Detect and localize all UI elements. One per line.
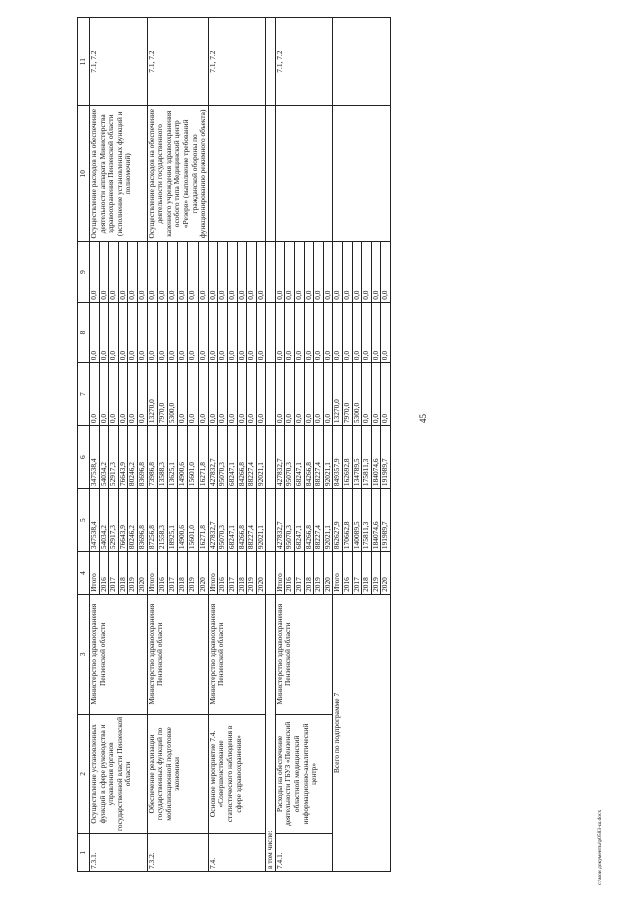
indicator-ref: 7.1, 7.2 — [147, 18, 208, 106]
amount-cell: 83696,8 — [137, 489, 147, 552]
year-cell: 2017 — [167, 552, 177, 595]
amount-cell: 0,0 — [90, 302, 100, 362]
amount-cell: 427832,7 — [208, 489, 218, 552]
amount-cell: 0,0 — [285, 363, 295, 426]
indicator-ref: 7.1, 7.2 — [208, 18, 266, 106]
amount-cell: 175811,3 — [362, 489, 372, 552]
expected-result — [275, 106, 333, 242]
amount-cell: 0,0 — [90, 242, 100, 302]
measure-name: Основное мероприятие 7.4. «Совершенствование статистического наблюдения в сфере здравоохранения» — [208, 714, 266, 834]
amount-cell: 7970,0 — [343, 363, 353, 426]
amount-cell: 0,0 — [371, 363, 381, 426]
amount-cell: 0,0 — [352, 242, 362, 302]
amount-cell: 0,0 — [256, 302, 266, 362]
amount-cell: 0,0 — [323, 363, 333, 426]
amount-cell: 849357,9 — [333, 426, 343, 489]
amount-cell: 184074,6 — [371, 426, 381, 489]
amount-cell: 0,0 — [218, 302, 228, 362]
program-table — [77, 17, 391, 872]
year-cell: 2019 — [314, 552, 324, 595]
year-cell: 2017 — [109, 552, 119, 595]
amount-cell: 92021,1 — [256, 426, 266, 489]
amount-cell: 0,0 — [109, 363, 119, 426]
amount-cell: 95070,3 — [218, 426, 228, 489]
year-cell: 2016 — [157, 552, 167, 595]
amount-cell: 15601,0 — [188, 426, 198, 489]
amount-cell: 0,0 — [371, 302, 381, 362]
amount-cell: 92021,1 — [323, 426, 333, 489]
amount-cell: 0,0 — [295, 363, 305, 426]
year-cell: 2019 — [247, 552, 257, 595]
amount-cell: 0,0 — [343, 302, 353, 362]
amount-cell: 73986,8 — [147, 426, 157, 489]
executor: Министерство здравоохранения Пензенской области — [90, 594, 148, 714]
amount-cell: 0,0 — [109, 242, 119, 302]
year-cell: 2017 — [227, 552, 237, 595]
table-row — [147, 18, 157, 872]
year-cell: 2020 — [198, 552, 208, 595]
amount-cell: 95070,3 — [285, 426, 295, 489]
amount-cell: 0,0 — [178, 242, 188, 302]
amount-cell: 95070,3 — [218, 489, 228, 552]
amount-cell: 88227,4 — [314, 426, 324, 489]
year-cell: 2017 — [295, 552, 305, 595]
amount-cell: 0,0 — [218, 363, 228, 426]
empty-cell — [333, 106, 391, 242]
amount-cell: 0,0 — [295, 302, 305, 362]
amount-cell: 80246,2 — [128, 426, 138, 489]
year-cell: Итого — [90, 552, 100, 595]
row-number: 7.4. — [208, 834, 266, 872]
amount-cell: 347538,4 — [90, 426, 100, 489]
amount-cell: 0,0 — [237, 242, 247, 302]
amount-cell: 14900,6 — [178, 489, 188, 552]
amount-cell: 0,0 — [381, 242, 391, 302]
amount-cell: 175811,3 — [362, 426, 372, 489]
year-cell: 2018 — [178, 552, 188, 595]
amount-cell: 0,0 — [208, 242, 218, 302]
amount-cell: 862627,9 — [333, 489, 343, 552]
year-cell: Итого — [147, 552, 157, 595]
footer-file-path: c:\мои документы\р0583-ш.docx — [597, 809, 603, 885]
year-cell: 2018 — [237, 552, 247, 595]
year-cell: 2018 — [118, 552, 128, 595]
amount-cell: 0,0 — [198, 363, 208, 426]
amount-cell: 427832,7 — [208, 426, 218, 489]
year-cell: Итого — [208, 552, 218, 595]
amount-cell: 0,0 — [304, 302, 314, 362]
amount-cell: 0,0 — [285, 242, 295, 302]
amount-cell: 80246,2 — [128, 489, 138, 552]
amount-cell: 0,0 — [275, 242, 285, 302]
amount-cell: 0,0 — [227, 363, 237, 426]
amount-cell: 0,0 — [314, 363, 324, 426]
amount-cell: 88227,4 — [247, 426, 257, 489]
year-cell: 2019 — [188, 552, 198, 595]
header-cell: 8 — [78, 302, 90, 362]
amount-cell: 95070,3 — [285, 489, 295, 552]
amount-cell: 0,0 — [275, 363, 285, 426]
amount-cell: 0,0 — [188, 302, 198, 362]
empty-cell — [266, 426, 276, 489]
amount-cell: 0,0 — [188, 363, 198, 426]
empty-cell — [266, 363, 276, 426]
total-label: Всего по подпрограмме 7 — [333, 594, 391, 871]
amount-cell: 76643,9 — [118, 489, 128, 552]
amount-cell: 0,0 — [137, 302, 147, 362]
amount-cell: 0,0 — [167, 242, 177, 302]
amount-cell: 88227,4 — [247, 489, 257, 552]
amount-cell: 0,0 — [188, 242, 198, 302]
rotated-page — [77, 17, 517, 872]
amount-cell: 13270,0 — [147, 363, 157, 426]
executor: Министерство здравоохранения Пензенской области — [147, 594, 208, 714]
amount-cell: 0,0 — [285, 302, 295, 362]
amount-cell: 0,0 — [178, 363, 188, 426]
amount-cell: 52917,3 — [109, 426, 119, 489]
expected-result: Осуществление расходов на обеспечение деятельности аппарата Министерства здравоохранения Пензенской области (исполнение установленных функций и полномочий) — [90, 106, 148, 242]
amount-cell: 0,0 — [227, 302, 237, 362]
year-cell: 2016 — [218, 552, 228, 595]
amount-cell: 54034,2 — [99, 489, 109, 552]
amount-cell: 7970,0 — [157, 363, 167, 426]
amount-cell: 0,0 — [237, 363, 247, 426]
executor: Министерство здравоохранения Пензенской области — [208, 594, 266, 714]
year-cell: 2016 — [285, 552, 295, 595]
amount-cell: 0,0 — [323, 302, 333, 362]
year-cell: 2016 — [99, 552, 109, 595]
amount-cell: 0,0 — [147, 302, 157, 362]
amount-cell: 0,0 — [118, 363, 128, 426]
empty-cell — [266, 552, 276, 595]
amount-cell: 162692,8 — [343, 426, 353, 489]
amount-cell: 0,0 — [247, 302, 257, 362]
measure-name: Расходы на обеспечение деятельности ГБУЗ «Пензенский областной медицинский информационно-аналитический центр» — [275, 714, 333, 834]
amount-cell: 0,0 — [381, 302, 391, 362]
amount-cell: 16271,8 — [198, 426, 208, 489]
table-row — [275, 18, 285, 872]
row-number: 7.3.2. — [147, 834, 208, 872]
amount-cell: 0,0 — [323, 242, 333, 302]
amount-cell: 0,0 — [333, 302, 343, 362]
amount-cell: 87256,8 — [147, 489, 157, 552]
amount-cell: 0,0 — [343, 242, 353, 302]
amount-cell: 0,0 — [137, 363, 147, 426]
amount-cell: 76643,9 — [118, 426, 128, 489]
amount-cell: 0,0 — [208, 302, 218, 362]
amount-cell: 191989,7 — [381, 489, 391, 552]
indicator-ref: 7.1, 7.2 — [275, 18, 333, 106]
page-number: 45 — [418, 414, 428, 423]
year-cell: 2019 — [371, 552, 381, 595]
amount-cell: 0,0 — [275, 302, 285, 362]
amount-cell: 13270,0 — [333, 363, 343, 426]
amount-cell: 84266,8 — [237, 489, 247, 552]
including-label: в том числе: — [266, 594, 276, 871]
amount-cell: 0,0 — [371, 242, 381, 302]
including-row — [266, 18, 276, 872]
amount-cell: 52917,3 — [109, 489, 119, 552]
header-cell: 3 — [78, 594, 90, 714]
header-cell: 2 — [78, 714, 90, 834]
amount-cell: 5300,0 — [167, 363, 177, 426]
year-cell: 2019 — [128, 552, 138, 595]
amount-cell: 84266,8 — [304, 489, 314, 552]
amount-cell: 0,0 — [99, 242, 109, 302]
amount-cell: 0,0 — [381, 363, 391, 426]
measure-name: Осуществление установленных функций в сфере руководства и управления органов государственной власти Пензенской области — [90, 714, 148, 834]
table-body — [90, 18, 391, 872]
header-cell: 9 — [78, 242, 90, 302]
amount-cell: 170662,8 — [343, 489, 353, 552]
year-cell: 2018 — [362, 552, 372, 595]
amount-cell: 0,0 — [99, 302, 109, 362]
amount-cell: 0,0 — [198, 302, 208, 362]
header-cell: 4 — [78, 552, 90, 595]
amount-cell: 140089,5 — [352, 489, 362, 552]
year-cell: Итого — [275, 552, 285, 595]
amount-cell: 0,0 — [247, 363, 257, 426]
expected-result: Осуществление расходов на обеспечение деятельности государственного казенного учреждения здравоохранения особого типа Медицинский центр «Резерв» (выполнение требований гражданской обороны по функционированию режимного объекта) — [147, 106, 208, 242]
amount-cell: 0,0 — [352, 302, 362, 362]
amount-cell: 0,0 — [128, 363, 138, 426]
amount-cell: 347538,4 — [90, 489, 100, 552]
row-number: 7.3.1. — [90, 834, 148, 872]
amount-cell: 0,0 — [157, 242, 167, 302]
amount-cell: 0,0 — [304, 242, 314, 302]
amount-cell: 0,0 — [128, 302, 138, 362]
amount-cell: 0,0 — [167, 302, 177, 362]
amount-cell: 13625,1 — [167, 426, 177, 489]
amount-cell: 0,0 — [304, 363, 314, 426]
empty-cell — [266, 489, 276, 552]
amount-cell: 0,0 — [333, 242, 343, 302]
amount-cell: 15601,0 — [188, 489, 198, 552]
amount-cell: 0,0 — [198, 242, 208, 302]
year-cell: 2020 — [323, 552, 333, 595]
amount-cell: 18925,1 — [167, 489, 177, 552]
indicator-ref: 7.1, 7.2 — [90, 18, 148, 106]
empty-cell — [266, 242, 276, 302]
table-row — [208, 18, 218, 872]
header-cell: 1 — [78, 834, 90, 872]
amount-cell: 427832,7 — [275, 426, 285, 489]
amount-cell: 21558,3 — [157, 489, 167, 552]
amount-cell: 0,0 — [256, 242, 266, 302]
amount-cell: 0,0 — [128, 242, 138, 302]
amount-cell: 5300,0 — [352, 363, 362, 426]
amount-cell: 0,0 — [362, 363, 372, 426]
amount-cell: 68247,1 — [295, 426, 305, 489]
amount-cell: 0,0 — [362, 302, 372, 362]
amount-cell: 0,0 — [99, 363, 109, 426]
amount-cell: 427832,7 — [275, 489, 285, 552]
header-cell: 10 — [78, 106, 90, 242]
empty-cell — [266, 18, 276, 106]
year-cell: 2016 — [343, 552, 353, 595]
amount-cell: 191989,7 — [381, 426, 391, 489]
amount-cell: 0,0 — [109, 302, 119, 362]
row-number: 7.4.1. — [275, 834, 333, 872]
amount-cell: 83696,8 — [137, 426, 147, 489]
header-cell: 6 — [78, 426, 90, 489]
header-row — [78, 18, 90, 872]
empty-cell — [266, 106, 276, 242]
amount-cell: 0,0 — [314, 302, 324, 362]
amount-cell: 14900,6 — [178, 426, 188, 489]
year-cell: Итого — [333, 552, 343, 595]
amount-cell: 13588,3 — [157, 426, 167, 489]
amount-cell: 0,0 — [208, 363, 218, 426]
year-cell: 2020 — [256, 552, 266, 595]
amount-cell: 92021,1 — [256, 489, 266, 552]
year-cell: 2017 — [352, 552, 362, 595]
amount-cell: 134789,5 — [352, 426, 362, 489]
amount-cell: 0,0 — [147, 242, 157, 302]
amount-cell: 0,0 — [218, 242, 228, 302]
amount-cell: 0,0 — [295, 242, 305, 302]
amount-cell: 0,0 — [247, 242, 257, 302]
amount-cell: 16271,8 — [198, 489, 208, 552]
amount-cell: 0,0 — [314, 242, 324, 302]
table-row — [90, 18, 100, 872]
table-row — [333, 18, 343, 872]
amount-cell: 184074,6 — [371, 489, 381, 552]
amount-cell: 88227,4 — [314, 489, 324, 552]
amount-cell: 84266,8 — [237, 426, 247, 489]
amount-cell: 92021,1 — [323, 489, 333, 552]
amount-cell: 54034,2 — [99, 426, 109, 489]
header-cell: 7 — [78, 363, 90, 426]
measure-name: Обеспечение реализации государственных функций по мобилизационной подготовке экономики — [147, 714, 208, 834]
amount-cell: 0,0 — [157, 302, 167, 362]
expected-result — [208, 106, 266, 242]
year-cell: 2018 — [304, 552, 314, 595]
empty-cell — [266, 302, 276, 362]
amount-cell: 0,0 — [227, 242, 237, 302]
empty-cell — [333, 18, 391, 106]
amount-cell: 0,0 — [178, 302, 188, 362]
amount-cell: 0,0 — [137, 242, 147, 302]
year-cell: 2020 — [381, 552, 391, 595]
year-cell: 2020 — [137, 552, 147, 595]
amount-cell: 0,0 — [118, 242, 128, 302]
amount-cell: 68247,1 — [295, 489, 305, 552]
amount-cell: 0,0 — [118, 302, 128, 362]
amount-cell: 0,0 — [90, 363, 100, 426]
amount-cell: 84266,8 — [304, 426, 314, 489]
amount-cell: 0,0 — [256, 363, 266, 426]
amount-cell: 68247,1 — [227, 426, 237, 489]
header-cell: 5 — [78, 489, 90, 552]
amount-cell: 0,0 — [237, 302, 247, 362]
amount-cell: 68247,1 — [227, 489, 237, 552]
executor: Министерство здравоохранения Пензенской области — [275, 594, 333, 714]
amount-cell: 0,0 — [362, 242, 372, 302]
header-cell: 11 — [78, 18, 90, 106]
